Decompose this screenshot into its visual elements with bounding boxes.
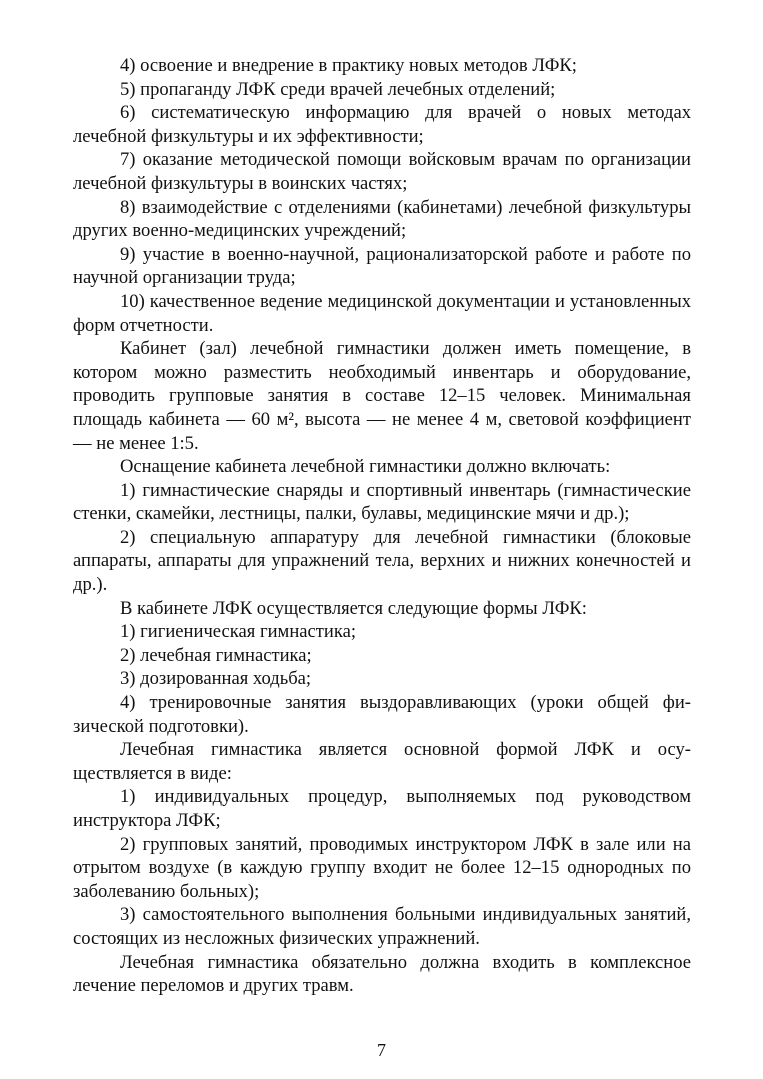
paragraph-item-4: 4) освоение и внедрение в практику новых методов ЛФК; — [120, 55, 577, 76]
paragraph-form-1: 1) гигиеническая гимнастика; — [120, 621, 357, 643]
paragraph-cabinet-requirements: Кабинет (зал) лечебной гимнастики должен иметь помещение, в котором можно разместить необходимый инвентарь и оборудование, проводить групповые занятия в составе 12–15 человек. Минимальная площадь кабинета — 60 м², высота — не менее 4 м, световой коэффициент — не менее 1:5. — [73, 338, 691, 454]
paragraph-gymnastics-intro: Лечебная гимнастика является основной формой ЛФК и осуществляется в виде: — [73, 739, 691, 784]
paragraph-form-3: 3) дозированная ходьба; — [120, 668, 312, 690]
paragraph-equipment-intro: Оснащение кабинета лечебной гимнастики должно включать: — [120, 456, 611, 478]
paragraph-item-7: 7) оказание методической помощи войсковым врачам по организации лечебной физкультуры в воинских частях; — [73, 149, 691, 194]
paragraph-gymnastics-2: 2) групповых занятий, проводимых инструктором ЛФК в зале или на отрытом воздухе (в каждую группу входит не более 12–15 однородных по заболеванию больных); — [73, 833, 691, 902]
paragraph-item-8: 8) взаимодействие с отделениями (кабинетами) лечебной физкультуры других военно-медицинских учреждений; — [73, 196, 691, 242]
paragraph-item-6: 6) систематическую информацию для врачей о новых методах лечебной физкультуры и их эффективности; — [73, 102, 691, 147]
paragraph-forms-intro: В кабинете ЛФК осуществляется следующие формы ЛФК: — [120, 597, 587, 619]
paragraph-gymnastics-1: 1) индивидуальных процедур, выполняемых под руководством инструктора ЛФК; — [73, 786, 691, 831]
page-number: 7 — [377, 1040, 386, 1060]
paragraph-form-4: 4) тренировочные занятия выздоравливающих (уроки общей физической подготовки). — [73, 692, 691, 737]
paragraph-gymnastics-3: 3) самостоятельного выполнения больными индивидуальных занятий, состоящих из несложных физических упражнений. — [73, 904, 691, 949]
paragraph-equipment-2: 2) специальную аппаратуру для лечебной гимнастики (блоковые аппараты, аппараты для упражнений тела, верхних и нижних конечностей и др.). — [73, 526, 691, 596]
paragraph-item-5: 5) пропаганду ЛФК среди врачей лечебных отделений; — [120, 78, 556, 100]
paragraph-item-9: 9) участие в военно-научной, рационализаторской работе и работе по научной организации труда; — [73, 243, 691, 289]
paragraph-item-10: 10) качественное ведение медицинской документации и установленных форм отчетности. — [73, 290, 691, 336]
paragraph-conclusion: Лечебная гимнастика обязательно должна входить в комплексное лечение переломов и других травм. — [73, 951, 691, 997]
paragraph-form-2: 2) лечебная гимнастика; — [120, 644, 312, 666]
paragraph-equipment-1: 1) гимнастические снаряды и спортивный инвентарь (гимнастические стенки, скамейки, лестницы, палки, булавы, медицинские мячи и др.); — [73, 479, 691, 525]
document-page — [73, 54, 691, 998]
